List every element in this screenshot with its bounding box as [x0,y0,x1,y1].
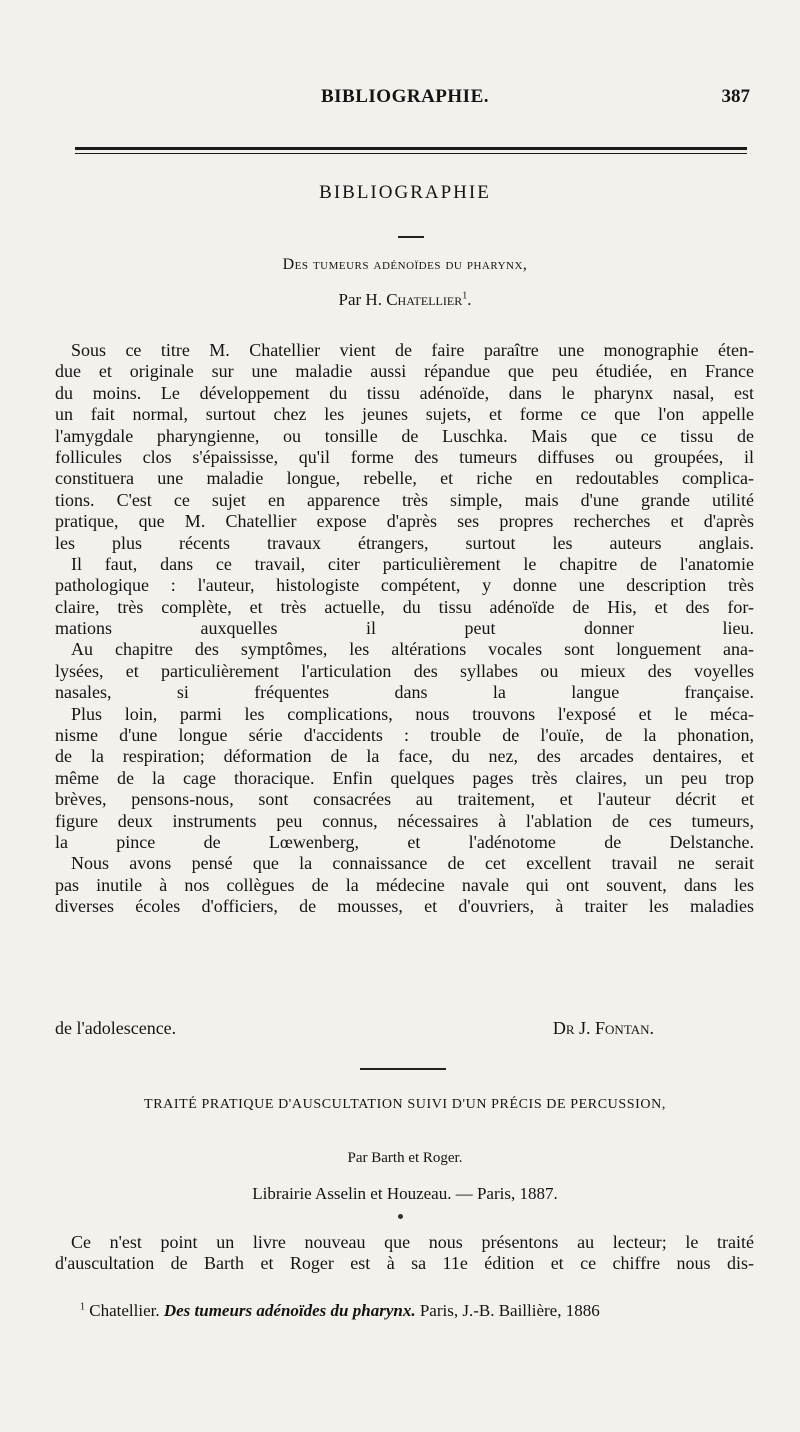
text-line: mations auxquelles il peut donner lieu. [55,618,754,639]
text-line: un fait normal, surtout chez les jeunes sujets, et forme ce que l'on appelle [55,404,754,425]
article2-title: TRAITÉ PRATIQUE D'AUSCULTATION SUIVI D'UN PRÉCIS DE PERCUSSION, [144,1097,666,1112]
running-head-title: BIBLIOGRAPHIE. [320,86,489,107]
text-line: Sous ce titre M. Chatellier vient de faire paraître une monographie éten- [71,340,754,360]
text-line: nasales, si fréquentes dans la langue française. [55,682,754,703]
article2-body [55,1232,754,1275]
text-line: du moins. Le développement du tissu adénoïde, dans le pharynx nasal, est [55,382,754,403]
text-line: claire, très complète, et très actuelle, du tissu adénoïde de His, et des for- [55,596,754,617]
text-line: pas inutile à nos collègues de la médecine navale qui ont souvent, dans les [55,874,754,895]
text-line: Nous avons pensé que la connaissance de cet excellent travail ne serait [71,853,754,874]
article1-author-suffix: . [467,290,472,309]
footnote-title: Des tumeurs adénoïdes du pharynx. [163,1301,416,1320]
text-line: constituera une maladie longue, rebelle, et riche en redoutables complica- [55,468,754,489]
text-line: de la respiration; déformation de la face, du nez, des arcades dentaires, et [55,746,754,767]
title-dash [398,236,424,238]
text-line: pratique, que M. Chatellier expose d'après ses propres recherches et d'après [55,511,754,532]
signature: Dr J. Fontan. [552,1018,654,1038]
text-line: Il faut, dans ce travail, citer particulièrement le chapitre de l'anatomie [71,553,754,574]
text-line: l'amygdale pharyngienne, ou tonsille de Luschka. Mais que ce tissu de [55,425,754,446]
article2-author: Par Barth et Roger. [347,1150,463,1166]
closing-line [55,1018,754,1039]
text-line: diverses écoles d'officiers, de mousses, et d'ouvriers, à traiter les maladies [55,896,754,917]
text-line: pathologique : l'auteur, histologiste compétent, y donne une description très [55,575,754,596]
text-line: follicules clos s'épaississe, qu'il forme des tumeurs diffuses ou groupées, il [55,446,754,467]
text-line: due et originale sur une maladie aussi répandue que peu étudiée, en France [55,361,754,382]
text-line: nisme d'une longue série d'accidents : trouble de l'ouïe, de la phonation, [55,725,754,746]
closing-text: de l'adolescence. [55,1018,177,1038]
text-line: la pince de Lœwenberg, et l'adénotome de Delstanche. [55,831,754,852]
header-rule [75,147,747,150]
text-line: lysées, et particulièrement l'articulation des syllabes ou mieux des voyelles [55,660,754,681]
footnote-author: Chatellier. [89,1301,160,1320]
article-separator [360,1068,446,1070]
article1-author-name: Chatellier [386,290,463,309]
text-line: tions. C'est ce sujet en apparence très simple, mais d'une grande utilité [55,489,754,510]
text-line: les plus récents travaux étrangers, surtout les auteurs anglais. [55,532,754,553]
text-line: figure deux instruments peu connus, nécessaires à l'ablation de ces tumeurs, [55,810,754,831]
footnote-ref: 1 [462,290,468,302]
footnote [80,1301,760,1321]
text-line: Ce n'est point un livre nouveau que nous présentons au lecteur; le traité [71,1232,754,1252]
running-head [60,86,750,112]
text-line: d'auscultation de Barth et Roger est à sa 11e édition et ce chiffre nous dis- [55,1253,754,1274]
article1-author-prefix: Par H. [338,290,382,309]
text-line: brèves, pensons-nous, sont consacrées au traitement, et l'auteur décrit et [55,789,754,810]
article1-author [60,290,750,310]
article1-title: Des tumeurs adénoïdes du pharynx, [282,256,528,273]
header-rule-thin [75,153,747,154]
article1-body [55,340,754,918]
page-number: 387 [721,86,750,107]
article1-closing [55,1018,754,1039]
section-title: BIBLIOGRAPHIE [319,182,491,203]
text-line: Plus loin, parmi les complications, nous trouvons l'exposé et le méca- [71,703,754,724]
footnote-mark: 1 [80,1301,85,1313]
ornament-dot [398,1214,403,1219]
article2-publisher: Librairie Asselin et Houzeau. — Paris, 1887. [252,1184,558,1203]
text-line: Au chapitre des symptômes, les altérations vocales sont longuement ana- [71,639,754,660]
footnote-rest: Paris, J.-B. Baillière, 1886 [419,1301,600,1320]
text-line: même de la cage thoracique. Enfin quelques pages très claires, un peu trop [55,767,754,788]
